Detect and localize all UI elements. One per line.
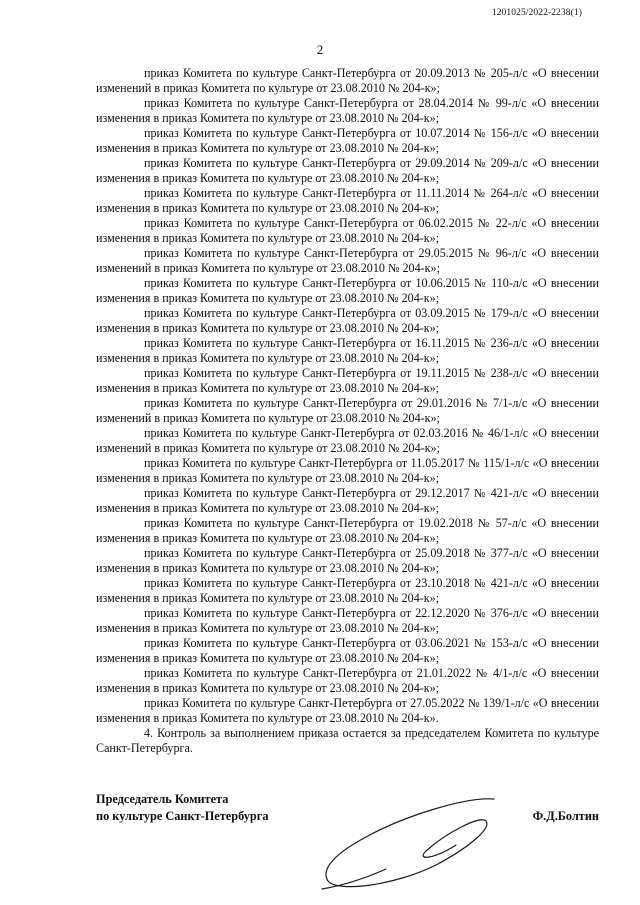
order-item: приказ Комитета по культуре Санкт-Петербурга от 16.11.2015 № 236-л/с «О внесении изменения в приказ Комитета по культуре от 23.08.2010 № 204-к»; [96,336,599,365]
order-item: приказ Комитета по культуре Санкт-Петербурга от 19.11.2015 № 238-л/с «О внесении изменения в приказ Комитета по культуре от 23.08.2010 № 204-к»; [96,366,599,395]
signature-block [96,791,599,901]
order-item: приказ Комитета по культуре Санкт-Петербурга от 29.05.2015 № 96-л/с «О внесении изменений в приказ Комитета по культуре от 23.08.2010 № 204-к»; [96,246,599,275]
signatory-title-line-1: Председатель Комитета [96,792,229,806]
order-item: приказ Комитета по культуре Санкт-Петербурга от 06.02.2015 № 22-л/с «О внесении изменения в приказ Комитета по культуре от 23.08.2010 № 204-к»; [96,216,599,245]
order-item: приказ Комитета по культуре Санкт-Петербурга от 11.05.2017 № 115/1-л/с «О внесении изменения в приказ Комитета по культуре от 23.08.2010 № 204-к»; [96,456,599,485]
signatory-name: Ф.Д.Болтин [532,809,599,823]
order-item: приказ Комитета по культуре Санкт-Петербурга от 25.09.2018 № 377-л/с «О внесении изменения в приказ Комитета по культуре от 23.08.2010 № 204-к»; [96,546,599,575]
order-item: приказ Комитета по культуре Санкт-Петербурга от 29.09.2014 № 209-л/с «О внесении изменения в приказ Комитета по культуре от 23.08.2010 № 204-к»; [96,156,599,185]
page-number: 2 [316,42,324,57]
order-item: приказ Комитета по культуре Санкт-Петербурга от 10.07.2014 № 156-л/с «О внесении изменения в приказ Комитета по культуре от 23.08.2010 № 204-к»; [96,126,599,155]
signatory-title [96,791,269,825]
order-item: приказ Комитета по культуре Санкт-Петербурга от 03.09.2015 № 179-л/с «О внесении изменения в приказ Комитета по культуре от 23.08.2010 № 204-к»; [96,306,599,335]
order-item: приказ Комитета по культуре Санкт-Петербурга от 10.06.2015 № 110-л/с «О внесении изменения в приказ Комитета по культуре от 23.08.2010 № 204-к»; [96,276,599,305]
order-item: приказ Комитета по культуре Санкт-Петербурга от 29.12.2017 № 421-л/с «О внесении изменения в приказ Комитета по культуре от 23.08.2010 № 204-к»; [96,486,599,515]
order-item: приказ Комитета по культуре Санкт-Петербурга от 02.03.2016 № 46/1-л/с «О внесении изменений в приказ Комитета по культуре от 23.08.2010 № 204-к»; [96,426,599,455]
order-item: приказ Комитета по культуре Санкт-Петербурга от 22.12.2020 № 376-л/с «О внесении изменения в приказ Комитета по культуре от 23.08.2010 № 204-к»; [96,606,599,635]
order-item: приказ Комитета по культуре Санкт-Петербурга от 11.11.2014 № 264-л/с «О внесении изменения в приказ Комитета по культуре от 23.08.2010 № 204-к»; [96,186,599,215]
order-item: приказ Комитета по культуре Санкт-Петербурга от 03.06.2021 № 153-л/с «О внесении изменения в приказ Комитета по культуре от 23.08.2010 № 204-к»; [96,636,599,665]
handwritten-signature-icon [316,793,536,893]
order-item: приказ Комитета по культуре Санкт-Петербурга от 21.01.2022 № 4/1-л/с «О внесении изменения в приказ Комитета по культуре от 23.08.2010 № 204-к»; [96,666,599,695]
document-number: 1201025/2022-2238(1) [491,8,582,18]
signatory-title-line-2: по культуре Санкт-Петербурга [96,809,269,823]
order-item: приказ Комитета по культуре Санкт-Петербурга от 28.04.2014 № 99-л/с «О внесении изменения в приказ Комитета по культуре от 23.08.2010 № 204-к»; [96,96,599,125]
order-item: приказ Комитета по культуре Санкт-Петербурга от 19.02.2018 № 57-л/с «О внесении изменения в приказ Комитета по культуре от 23.08.2010 № 204-к»; [96,516,599,545]
control-clause: 4. Контроль за выполнением приказа остается за председателем Комитета по культуре Санкт-Петербурга. [96,726,599,755]
order-item: приказ Комитета по культуре Санкт-Петербурга от 27.05.2022 № 139/1-л/с «О внесении изменения в приказ Комитета по культуре от 23.08.2010 № 204-к». [96,696,599,725]
order-item: приказ Комитета по культуре Санкт-Петербурга от 20.09.2013 № 205-л/с «О внесении изменений в приказ Комитета по культуре от 23.08.2010 № 204-к»; [96,66,599,95]
order-item: приказ Комитета по культуре Санкт-Петербурга от 29.01.2016 № 7/1-л/с «О внесении изменений в приказ Комитета по культуре от 23.08.2010 № 204-к»; [96,396,599,425]
order-list [96,66,599,756]
order-item: приказ Комитета по культуре Санкт-Петербурга от 23.10.2018 № 421-л/с «О внесении изменения в приказ Комитета по культуре от 23.08.2010 № 204-к»; [96,576,599,605]
